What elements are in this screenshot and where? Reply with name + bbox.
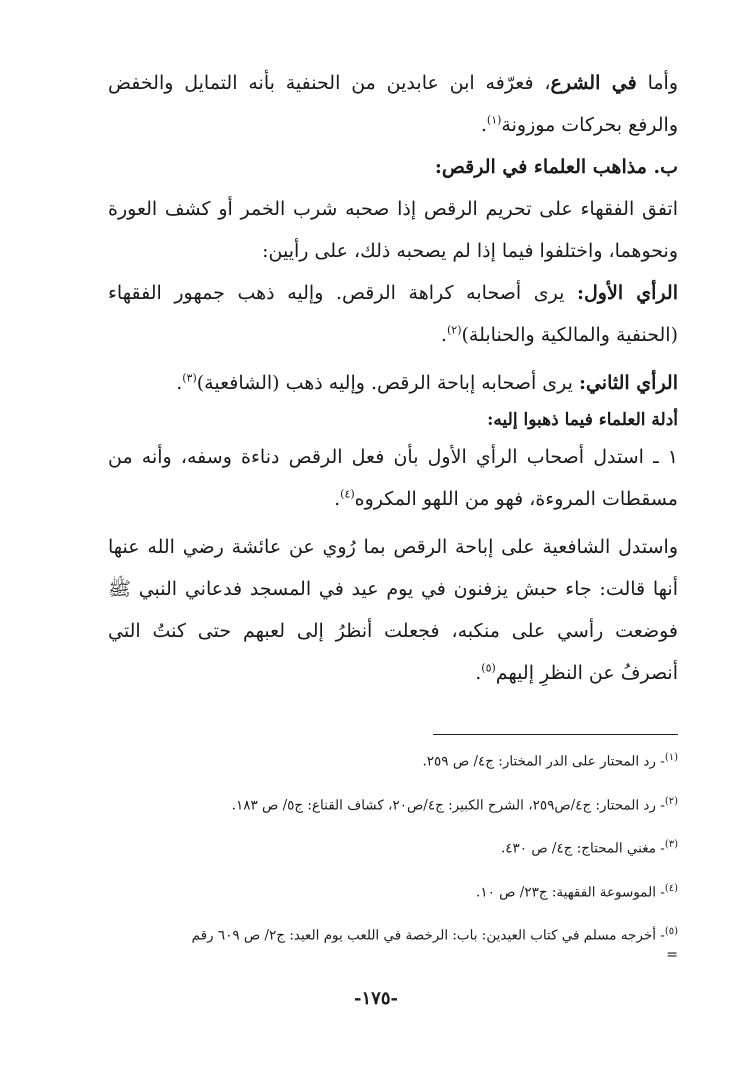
opinion-one-text: يرى أصحابه كراهة الرقص. وإليه ذهب جمهور الفقهاء (الحنفية والمالكية والحنابلة) [108, 282, 678, 346]
footnote-item [108, 748, 678, 772]
text-body: ، فعرّفه ابن عابدين من الحنفية بأنه التمايل والخفض والرفع بحركات موزونة [108, 72, 678, 136]
footnote-divider [433, 734, 678, 735]
footnote-item [108, 879, 678, 903]
evidence-two-text: واستدل الشافعية على إباحة الرقص بما رُوي عن عائشة رضي الله عنها أنها قالت: جاء حبش يزفنون في يوم عيد في المسجد فدعاني النبي ﷺ فوضعت رأسي على منكبه، فجعلت أنظرُ إلى لعبهم حتى كنتُ التي أنصرفُ عن النظرِ إليهم [108, 536, 678, 684]
paragraph-opinion-two [108, 362, 678, 404]
footnote-number: (٢) [664, 795, 678, 807]
section-heading-scholars: ب. مذاهب العلماء في الرقص: [434, 156, 678, 178]
footnote-text: - رد المحتار على الدر المختار: ج٤/ ص ٢٥٩. [422, 753, 665, 770]
continuation-mark: = [666, 946, 678, 963]
page-number: -١٧٥- [354, 988, 398, 1009]
footnote-number: (١) [664, 752, 678, 763]
paragraph-sharia-definition [108, 62, 678, 146]
footnote-number: (٥) [664, 926, 678, 937]
text-end: . [440, 324, 447, 346]
opinion-two-label: الرأي الثاني: [578, 372, 678, 394]
footnote-item [108, 835, 678, 859]
footnote-number: (٤) [664, 882, 678, 894]
text-end: . [176, 372, 183, 394]
evidence-one-text: ١ ـ استدل أصحاب الرأي الأول بأن فعل الرقص دناءة وسفه، وأنه من مسقطات المروءة، فهو من اللهو المكروه [108, 446, 678, 510]
footnote-text: - الموسوعة الفقهية: ج٢٣/ ص ١٠. [476, 884, 665, 900]
footnote-ref: (٤) [340, 487, 355, 501]
footnote-item [108, 792, 678, 816]
footnote-ref: (١) [486, 113, 502, 127]
bold-term: في الشرع [550, 72, 637, 94]
footnote-ref: (٢) [446, 323, 462, 337]
section-heading-evidence: أدلة العلماء فيما ذهبوا إليه: [487, 410, 678, 430]
footnote-text: - أخرجه مسلم في كتاب العيدين: باب: الرخصة في اللعب يوم العيد: ج٢/ ص ٦٠٩ رقم [191, 927, 665, 944]
opinion-two-text: يرى أصحابه إباحة الرقص. وإليه ذهب (الشافعية) [196, 372, 579, 394]
text-end: . [334, 488, 341, 510]
text-end: . [480, 114, 487, 136]
text-lead: وأما [636, 72, 678, 94]
footnote-item [108, 922, 678, 946]
footnotes [108, 748, 678, 963]
footnote-number: (٣) [664, 839, 678, 850]
paragraph-opinion-one [108, 272, 678, 356]
footnote-text: - مغني المحتاج: ج٤/ ص ٤٣٠. [500, 840, 665, 857]
footnote-ref: (٥) [481, 661, 496, 675]
footnote-text: - رد المحتار: ج٤/ص٢٥٩، الشرح الكبير: ج٤/ص٢٠، كشاف القناع: ج٥/ ص ١٨٣. [231, 797, 665, 813]
paragraph-agreement: اتفق الفقهاء على تحريم الرقص إذا صحبه شرب الخمر أو كشف العورة ونحوهما، واختلفوا فيما إذا لم يصحبه ذلك، على رأيين: [108, 198, 678, 262]
opinion-one-label: الرأي الأول: [576, 282, 678, 304]
paragraph-evidence-one [108, 436, 678, 520]
paragraph-evidence-two [108, 526, 678, 694]
text-end: . [475, 662, 482, 684]
footnote-ref: (٣) [182, 371, 197, 385]
main-text [108, 62, 678, 694]
